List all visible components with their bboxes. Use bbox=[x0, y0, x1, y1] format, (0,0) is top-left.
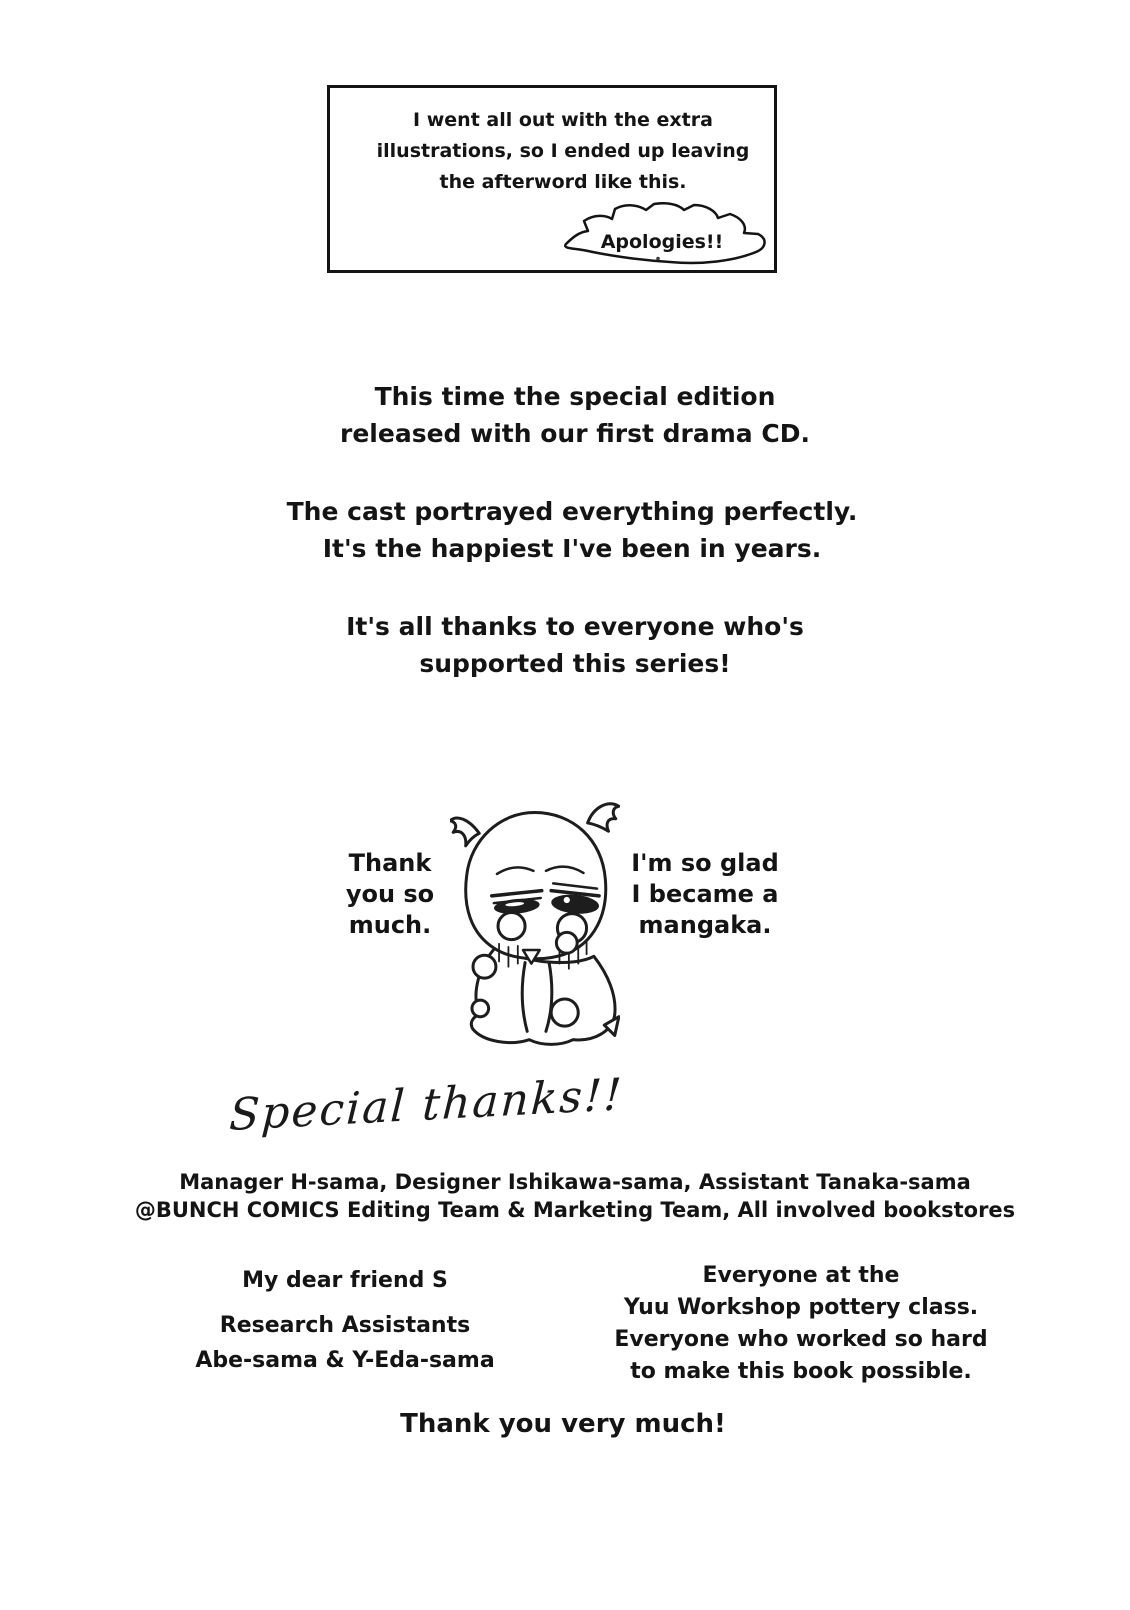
thanks-line: Everyone who worked so hard bbox=[614, 1327, 988, 1352]
caption-line: much. bbox=[348, 911, 432, 939]
thanks-line: My dear friend S bbox=[242, 1268, 448, 1293]
crying-chibi-illustration bbox=[450, 800, 620, 1048]
closing-line: Thank you very much! bbox=[400, 1409, 726, 1439]
burst-dot bbox=[656, 257, 660, 261]
thanks-group-right bbox=[614, 1260, 987, 1388]
panel-line: I went all out with the extra bbox=[413, 109, 713, 131]
afterword-panel bbox=[327, 85, 777, 273]
paragraph-3 bbox=[346, 608, 804, 682]
thanks-line: Abe-sama & Y-Eda-sama bbox=[195, 1348, 495, 1373]
caption-line: you so bbox=[345, 880, 435, 908]
panel-text bbox=[330, 88, 774, 198]
paragraph-line: This time the special edition bbox=[374, 382, 776, 411]
thanks-group-left bbox=[195, 1263, 494, 1378]
paragraph-line: released with our first drama CD. bbox=[340, 419, 810, 448]
paragraph-2 bbox=[287, 493, 858, 567]
thanks-line: to make this book possible. bbox=[630, 1359, 972, 1384]
chibi-caption-left bbox=[346, 848, 434, 941]
caption-line: I became a bbox=[631, 880, 779, 908]
paragraph-line: supported this series! bbox=[419, 649, 731, 678]
credits-line: @BUNCH COMICS Editing Team & Marketing Team, All involved bookstores bbox=[134, 1198, 1016, 1222]
paragraph-line: It's all thanks to everyone who's bbox=[346, 612, 804, 641]
thanks-line: Research Assistants bbox=[219, 1313, 471, 1338]
burst-label: Apologies!! bbox=[600, 231, 724, 253]
caption-line: Thank bbox=[348, 849, 432, 877]
speech-burst-bubble bbox=[558, 202, 777, 268]
paragraph-1 bbox=[340, 378, 810, 452]
paragraph-line: It's the happiest I've been in years. bbox=[322, 534, 822, 563]
paragraph-line: The cast portrayed everything perfectly. bbox=[286, 497, 858, 526]
panel-line: illustrations, so I ended up leaving bbox=[376, 140, 750, 162]
credits-line: Manager H-sama, Designer Ishikawa-sama, Assistant Tanaka-sama bbox=[179, 1170, 971, 1194]
panel-line: the afterword like this. bbox=[439, 171, 687, 193]
special-thanks-heading: Special thanks!! bbox=[228, 1069, 625, 1141]
chibi-caption-right bbox=[631, 848, 779, 941]
thanks-line: Yuu Workshop pottery class. bbox=[623, 1295, 979, 1320]
thanks-line: Everyone at the bbox=[702, 1263, 900, 1288]
caption-line: I'm so glad bbox=[631, 849, 779, 877]
credits-lines bbox=[135, 1168, 1015, 1224]
caption-line: mangaka. bbox=[638, 911, 772, 939]
